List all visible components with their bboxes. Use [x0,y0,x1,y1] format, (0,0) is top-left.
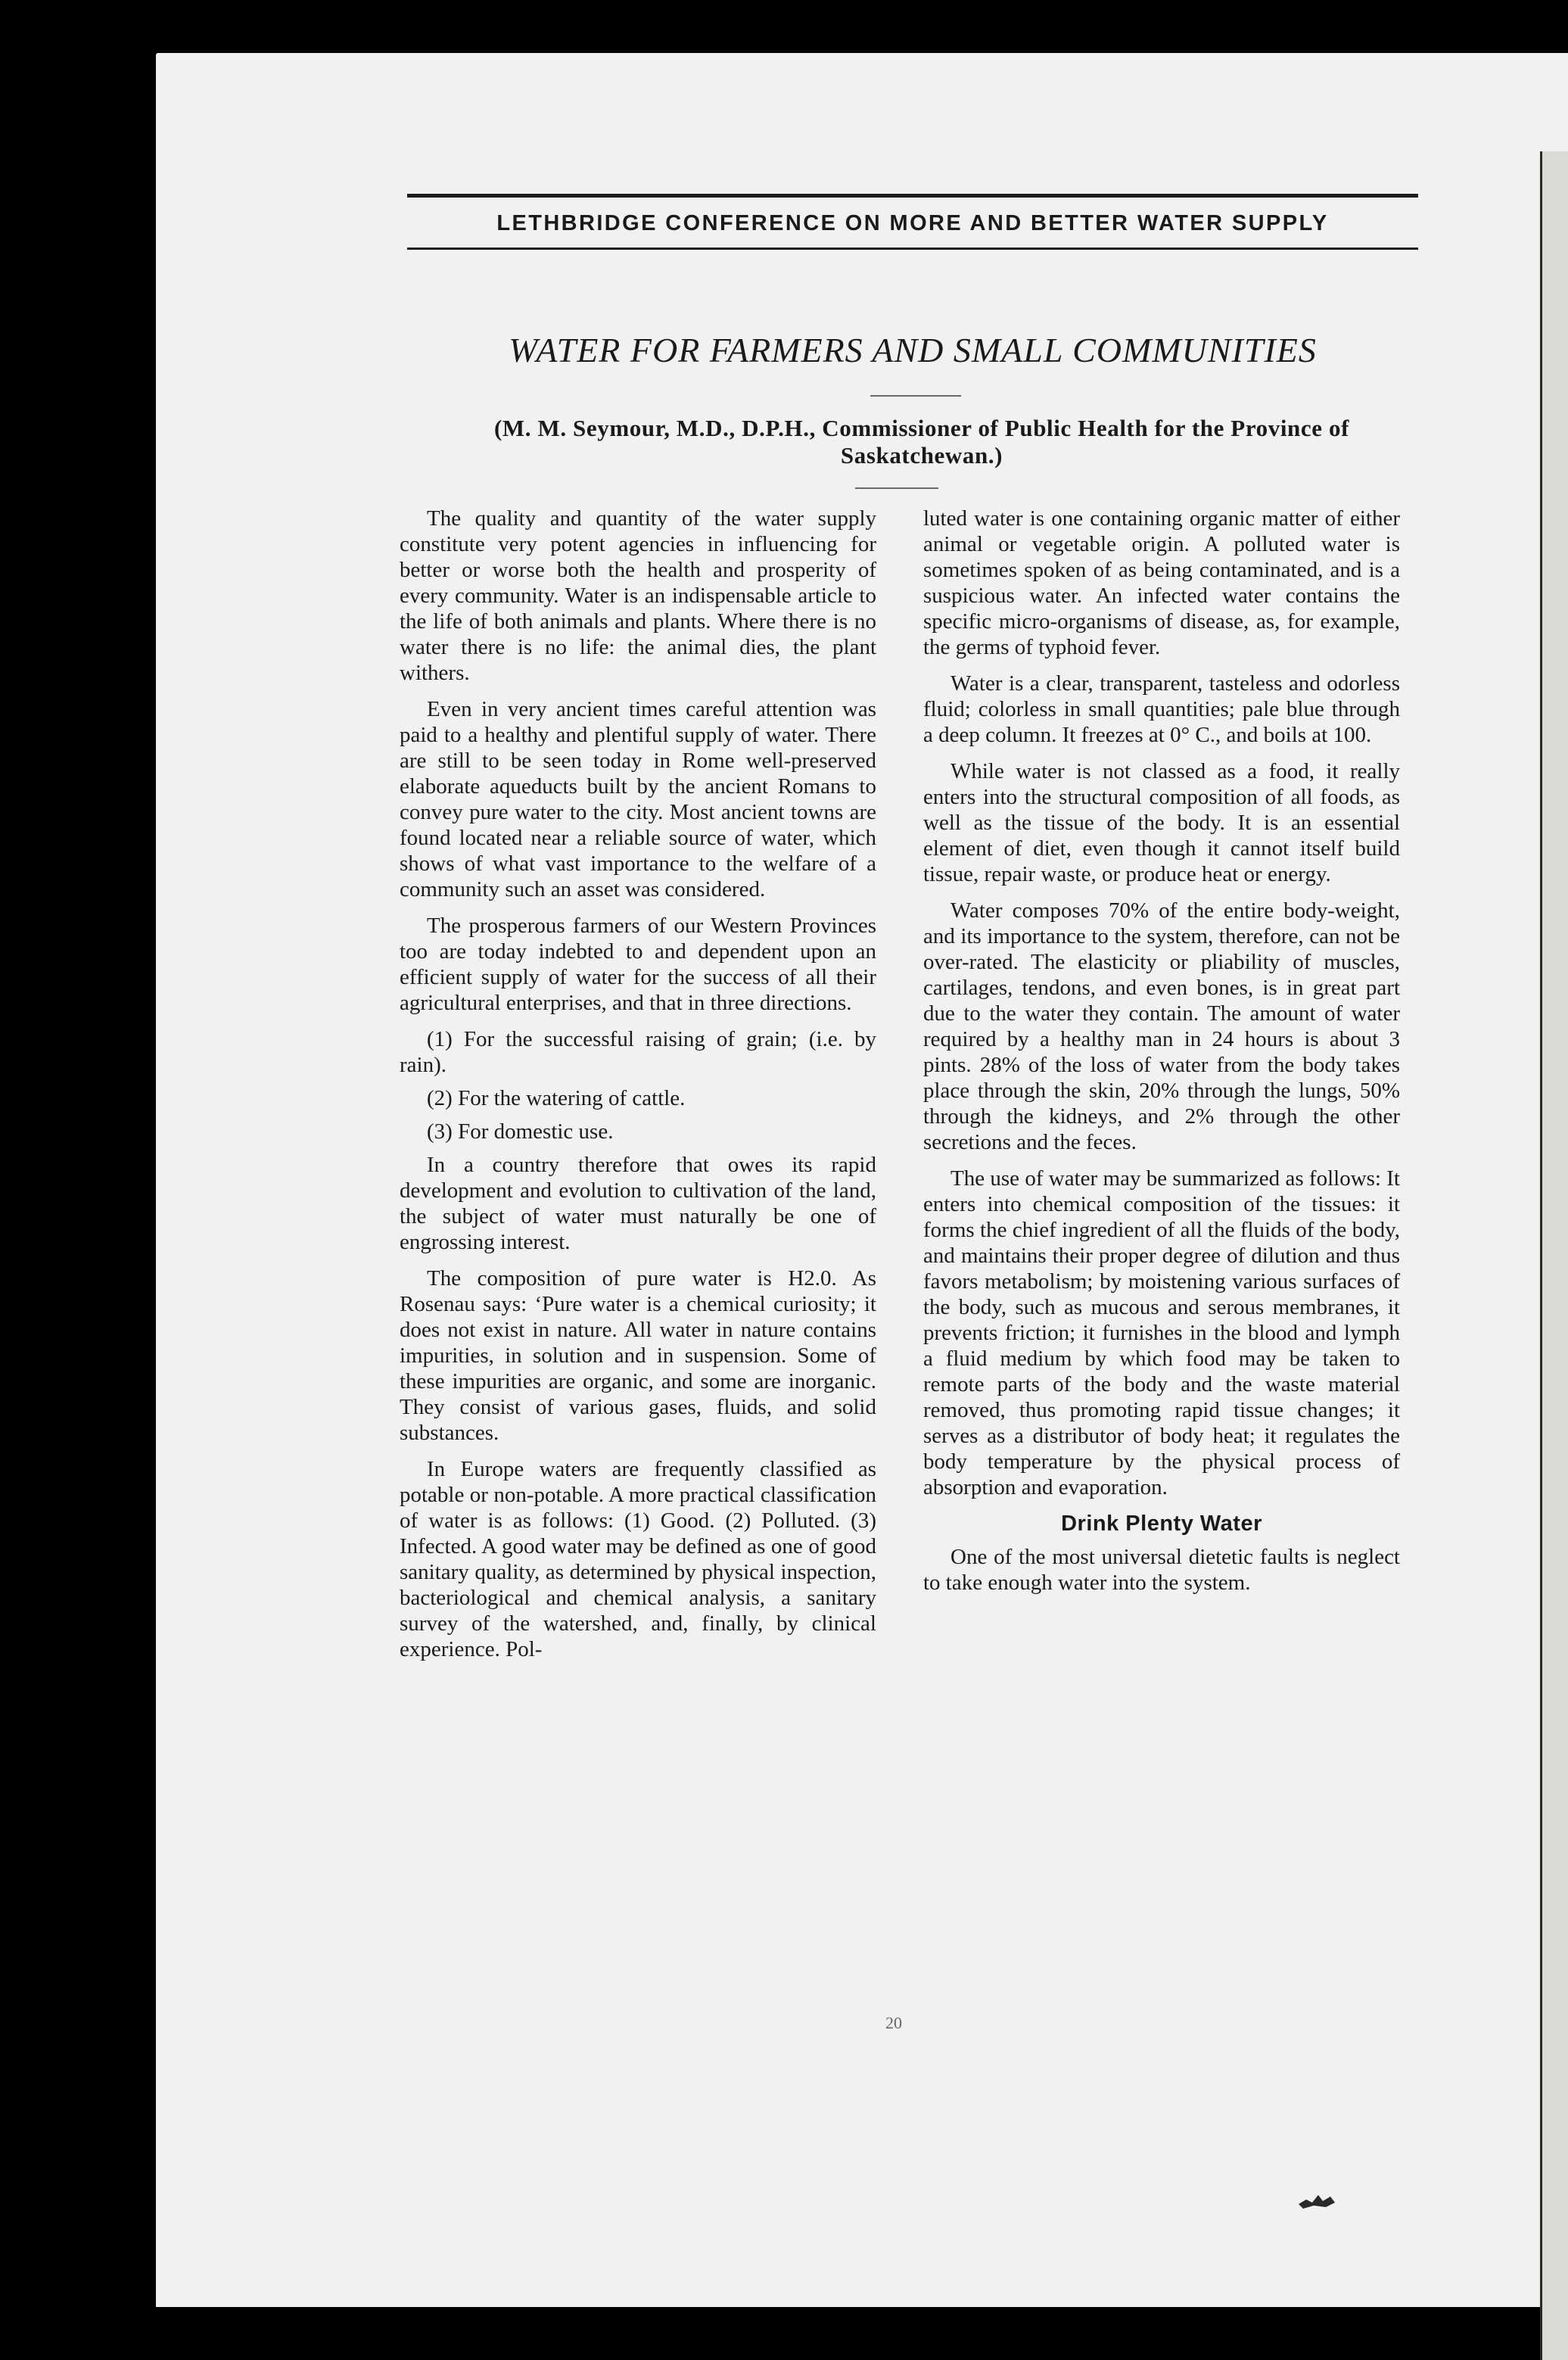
paragraph: In Europe waters are frequently classified as potable or non-potable. A more practical classification of water is as follows: (1) Good. (2) Polluted. (3) Infected. A good water may be defined as one of good sanitary quality, as determined by physical inspection, bacteriological and chemical analysis, a sanitary survey of the watershed, and, finally, by clinical experience. Pol- [400,1457,876,1661]
article-byline: (M. M. Seymour, M.D., D.P.H., Commissioner of Public Health for the Province of Saskatchewan.) [494,415,1349,469]
paragraph: Water is a clear, transparent, tasteless and odorless fluid; colorless in small quantities; pale blue through a deep column. It freezes at 0° C., and boils at 100. [923,671,1400,747]
paragraph: The composition of pure water is H2.0. As Rosenau says: ‘Pure water is a chemical curiosity; it does not exist in nature. All water in nature contains impurities, in solution and in suspension. Some of these impurities are organic, and some are inorganic. They consist of various gases, fluids, and solid substances. [400,1266,876,1445]
paragraph: The use of water may be summarized as follows: It enters into chemical composition of the tissues: it forms the chief ingredient of all the fluids of the body, and maintains their proper degree of dilution and thus favors metabolism; by moistening various surfaces of the body, such as mucous and serous membranes, it prevents friction; it furnishes in the blood and lymph a fluid medium by which food may be taken to remote parts of the body and the waste material removed, thus promoting rapid tissue changes; it serves as a distributor of body heat; it regulates the body temperature by the physical process of absorption and evaporation. [923,1166,1400,1499]
list-item: (2) For the watering of cattle. [427,1086,686,1110]
paragraph: The quality and quantity of the water supply constitute very potent agencies in influencing for better or worse both the health and prosperity of every community. Water is an indispensable article to the life of both animals and plants. Where there is no water there is no life: the animal dies, the plant withers. [400,506,876,685]
paragraph: Even in very ancient times careful attention was paid to a healthy and plentiful supply of water. There are still to be seen today in Rome well-preserved elaborate aqueducts built by the ancient Romans to convey pure water to the city. Most ancient towns are found located near a reliable source of water, which shows of what vast importance to the welfare of a community such an asset was considered. [400,697,876,901]
left-column [400,506,876,1673]
list-item: (3) For domestic use. [427,1119,614,1144]
header-top-rule [407,194,1418,198]
paragraph: One of the most universal dietetic faults is neglect to take enough water into the system. [923,1545,1400,1595]
page-right-edge [1540,151,1568,2360]
page-number: 20 [885,2013,902,2032]
paragraph: luted water is one containing organic matter of either animal or vegetable origin. A polluted water is sometimes spoken of as being contaminated, and is a suspicious water. An infected water contains the specific micro-organisms of disease, as, for example, the germs of typhoid fever. [923,506,1400,659]
right-column [923,506,1400,1606]
ink-speck [1296,2189,1338,2210]
running-title: LETHBRIDGE CONFERENCE ON MORE AND BETTER WATER SUPPLY [496,211,1329,235]
title-divider [870,395,961,397]
paragraph: The prosperous farmers of our Western Provinces too are today indebted to and dependent upon an efficient supply of water for the success of all their agricultural enterprises, and that in three directions. [400,914,876,1015]
header-bottom-rule [407,248,1418,250]
paragraph: In a country therefore that owes its rapid development and evolution to cultivation of the land, the subject of water must naturally be one of engrossing interest. [400,1153,876,1254]
running-header [407,194,1418,250]
paragraph: Water composes 70% of the entire body-weight, and its importance to the system, therefore, can not be over-rated. The elasticity or pliability of muscles, cartilages, tendons, and even bones, is in great part due to the water they contain. The amount of water required by a healthy man in 24 hours is about 3 pints. 28% of the loss of water from the body takes place through the skin, 20% through the lungs, 50% through the kidneys, and 2% through the other secretions and the feces. [923,898,1400,1154]
list-item: (1) For the successful raising of grain; (i.e. by rain). [400,1027,876,1077]
section-subheading: Drink Plenty Water [1061,1512,1262,1536]
byline-divider [855,487,938,489]
article-title: WATER FOR FARMERS AND SMALL COMMUNITIES [509,331,1317,369]
paragraph: While water is not classed as a food, it really enters into the structural composition of all foods, as well as the tissue of the body. It is an essential element of diet, even though it cannot itself build tissue, repair waste, or produce heat or energy. [923,759,1400,886]
